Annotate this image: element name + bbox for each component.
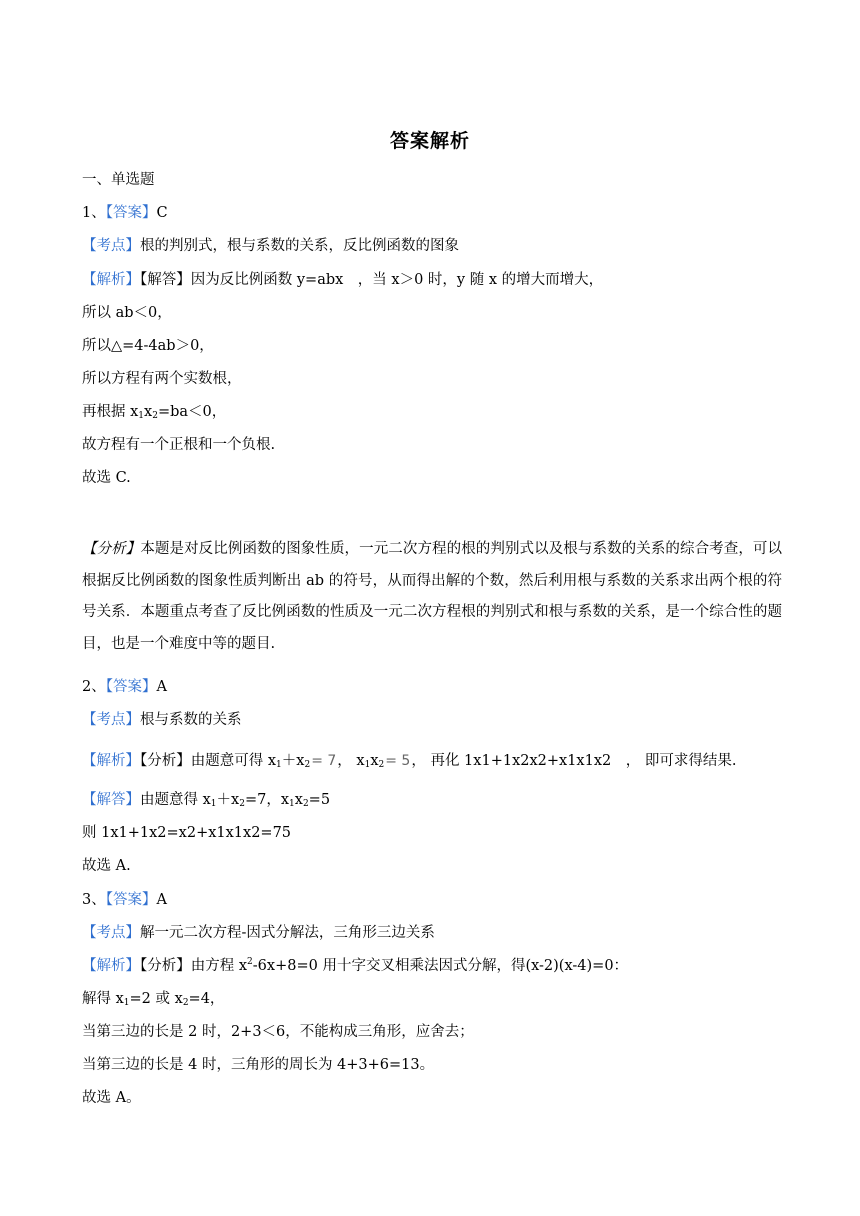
page-title: 答案解析	[389, 130, 470, 152]
q1-fenxi-text: 本题是对反比例函数的图象性质，一元二次方程的根的判别式以及根与系数的关系的综合考查，可以根据反比例函数的图象性质判断出 ab 的符号，从而得出解的个数，然后利用根与系数的关系求出两个根的符号关系．本题重点考查了反比例函数的性质及一元二次方程根的判别式和根与系数的关系，是一个综合性的题目，也是一个难度中等的题目.	[82, 541, 782, 652]
q1-text-1: 因为反比例函数 y=abx ，当 x＞0 时，y 随 x 的增大而增大，	[190, 272, 604, 288]
q1-text-3: 所以△=4-4ab＞0，	[82, 338, 214, 354]
q1-answer: C	[156, 205, 168, 221]
q2-text-d: 故选 A.	[82, 858, 131, 874]
q1-number: 1、	[82, 205, 106, 221]
q2-answer: A	[156, 679, 167, 695]
q3-text-d: 当第三边的长是 4 时，三角形的周长为 4+3+6=13。	[82, 1057, 435, 1073]
q1-analysis-line	[82, 270, 603, 290]
q3-analysis-line: 【解析】【分析】由方程 $x^2-6x+8=0$ 用十字交叉相乘法因式分解，得(x-2)(x-4)=0：	[82, 957, 629, 974]
q1-text-5: 再根据 $x_1x_2=ba<0$，	[82, 404, 227, 421]
solve-tag: 【解答】	[140, 272, 191, 288]
q1-text-7: 故选 C.	[82, 470, 131, 486]
q3-answer-line: 3、【答案】A	[82, 892, 167, 908]
q3-text-c: 当第三边的长是 2 时，2+3＜6，不能构成三角形，应舍去；	[82, 1024, 474, 1040]
q1-answer-line	[82, 203, 168, 223]
formula-image-product: = 5	[385, 753, 411, 769]
formula-image-sum: = 7	[311, 753, 337, 769]
answer-tag: 【答案】	[105, 205, 157, 221]
q3-point: 解一元二次方程-因式分解法，三角形三边关系	[140, 925, 435, 941]
analysis-tag: 【解析】	[82, 272, 140, 288]
point-tag: 【考点】	[82, 238, 140, 254]
q3-answer: A	[156, 892, 167, 908]
q2-text-c: 则 1x1+1x2=x2+x1x1x2=75	[82, 825, 292, 841]
q2-point: 根与系数的关系	[140, 712, 242, 728]
q3-text-e: 故选 A。	[82, 1090, 141, 1106]
q1-fenxi-paragraph	[82, 534, 782, 660]
q2-solve-line: 【解答】由题意得 $x_1+x_2=7$，$x_1x_2=5$	[82, 792, 331, 809]
q2-point-line: 【考点】根与系数的关系	[82, 712, 242, 728]
q1-text-4: 所以方程有两个实数根，	[82, 371, 242, 387]
q3-point-line: 【考点】解一元二次方程-因式分解法，三角形三边关系	[82, 925, 435, 941]
fenxi-tag: 【分析】	[82, 541, 141, 557]
q1-point: 根的判别式，根与系数的关系，反比例函数的图象	[140, 238, 459, 254]
q2-analysis-line: 【解析】【分析】由题意可得 $x_1+x_2= 7$， $x_1x_2= 5$， 再化 1x1+1x2x2+x1x1x2 ， 即可求得结果.	[82, 753, 737, 770]
q3-text-b: 解得 $x_1=2$ 或 $x_2=4$，	[82, 991, 225, 1008]
section-heading: 一、单选题	[82, 172, 155, 188]
q1-text-2: 所以 ab＜0，	[82, 305, 172, 321]
q2-answer-line: 2、【答案】A	[82, 679, 167, 695]
q1-text-6: 故方程有一个正根和一个负根.	[82, 437, 276, 453]
q1-point-line	[82, 236, 459, 256]
